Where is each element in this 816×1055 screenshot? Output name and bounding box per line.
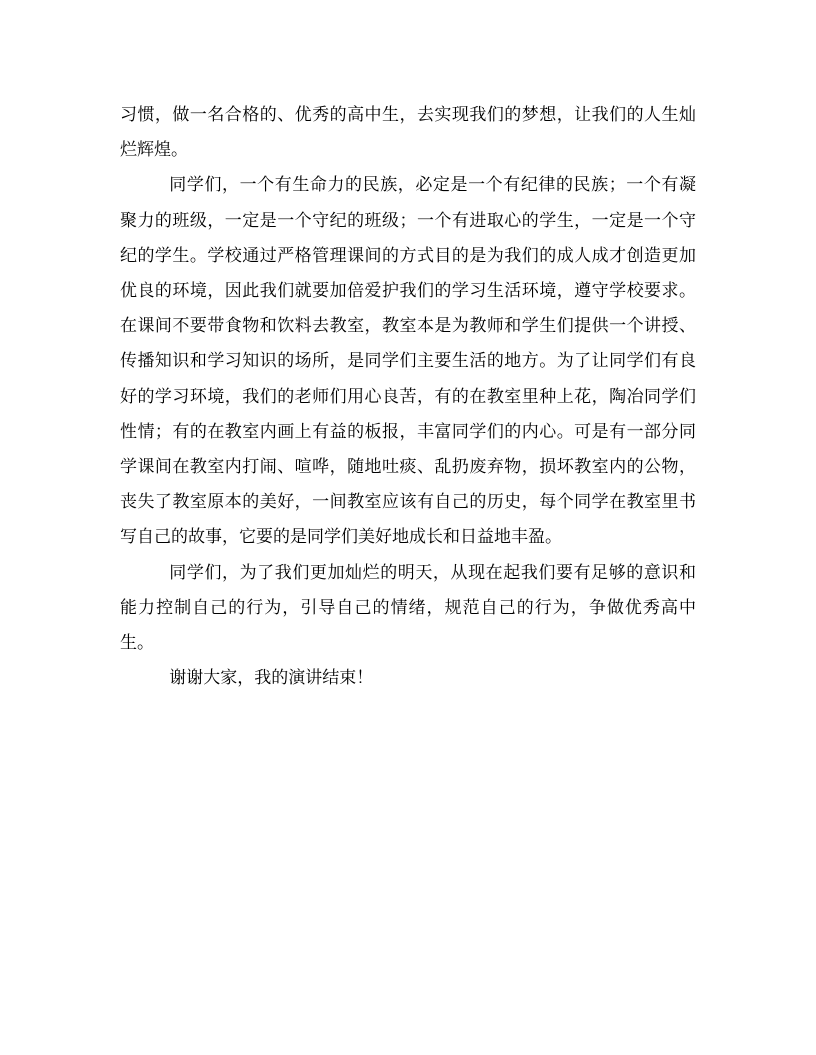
paragraph-continuation: 习惯，做一名合格的、优秀的高中生，去实现我们的梦想，让我们的人生灿烂辉煌。: [120, 105, 696, 161]
paragraph-discipline: 同学们，一个有生命力的民族，必定是一个有纪律的民族；一个有凝聚力的班级，一定是一个守纪的班级；一个有进取心的学生，一定是一个守纪的学生。学校通过严格管理课间的方式目的是为我们的成人成才创造更加优良的环境，因此我们就要加倍爱护我们的学习生活环境，遵守学校要求。在课间不要带食物和饮料去教室，教室本是为教师和学生们提供一个讲授、传播知识和学习知识的场所，是同学们主要生活的地方。为了让同学们有良好的学习环境，我们的老师们用心良苦，有的在教室里种上花，陶冶同学们性情；有的在教室内画上有益的板报，丰富同学们的内心。可是有一部分同学课间在教室内打闹、喧哗，随地吐痰、乱扔废弃物，损坏教室内的公物，丧失了教室原本的美好，一间教室应该有自己的历史，每个同学在教室里书写自己的故事，它要的是同学们美好地成长和日益地丰盈。: [120, 175, 696, 548]
paragraph-call-to-action: 同学们，为了我们更加灿烂的明天，从现在起我们要有足够的意识和能力控制自己的行为，引导自己的情绪，规范自己的行为，争做优秀高中生。: [120, 562, 696, 654]
speech-body: [120, 98, 696, 696]
paragraph-closing: 谢谢大家，我的演讲结束！: [169, 668, 374, 689]
